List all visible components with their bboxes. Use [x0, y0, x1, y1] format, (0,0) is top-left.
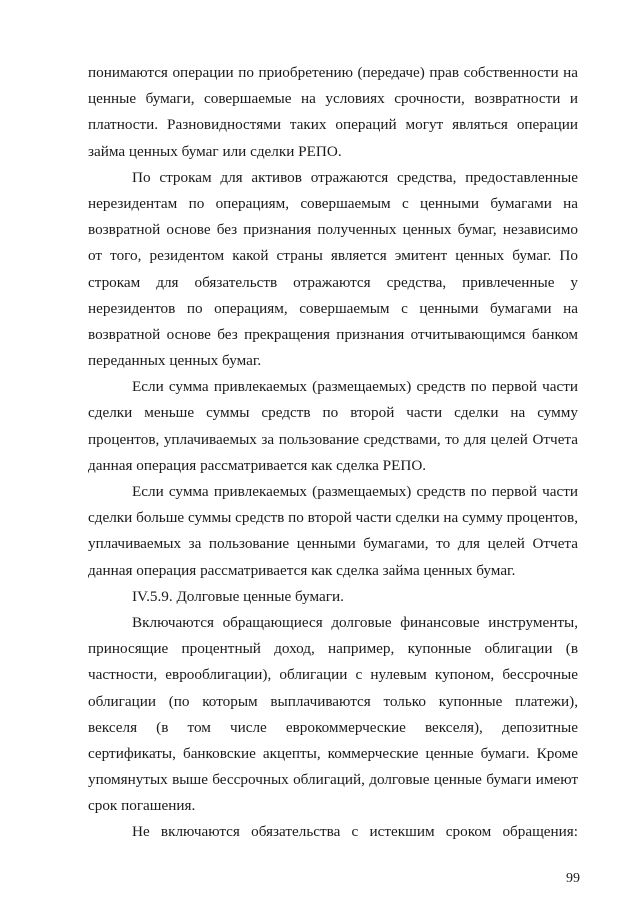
text-line: приносящие процентный доход, например, купонные облигации (в: [88, 640, 578, 658]
text-line: процентов, уплачиваемых за пользование средствами, то для целей Отчета: [88, 430, 578, 448]
text-line: займа ценных бумаг или сделки РЕПО.: [88, 142, 342, 160]
text-line: срок погашения.: [88, 797, 196, 815]
text-line: векселя (в том числе еврокоммерческие векселя), депозитные: [88, 718, 578, 736]
text-line: нерезидентам по операциям, совершаемым с ценными бумагами на: [88, 194, 578, 212]
text-line: от того, резидентом какой страны является эмитент ценных бумаг. По: [88, 247, 578, 265]
text-line: понимаются операции по приобретению (передаче) прав собственности на: [88, 64, 578, 81]
section-heading: IV.5.9. Долговые ценные бумаги.: [132, 587, 344, 605]
text-line: данная операция рассматривается как сделка займа ценных бумаг.: [88, 561, 516, 579]
text-line: нерезидентов по операциям, совершаемым с ценными бумагами на: [88, 299, 578, 317]
text-line: переданных ценных бумаг.: [88, 352, 262, 370]
text-line: сделки меньше суммы средств по второй части сделки на сумму: [88, 404, 578, 422]
text-line: частности, еврооблигации), облигации с нулевым купоном, бессрочные: [88, 666, 578, 684]
text-line: Если сумма привлекаемых (размещаемых) средств по первой части: [132, 483, 578, 500]
text-line: упомянутых выше бессрочных облигаций, долговые ценные бумаги имеют: [88, 771, 578, 789]
text-line: Включаются обращающиеся долговые финансовые инструменты,: [132, 613, 578, 631]
text-line: уплачиваемых за пользование ценными бумагами, то для целей Отчета: [88, 535, 578, 553]
text-line: возвратной основе без признания полученных ценных бумаг, независимо: [88, 221, 578, 239]
text-line: возвратной основе без прекращения признания отчитывающимся банком: [88, 325, 578, 343]
text-line: сертификаты, банковские акцепты, коммерческие ценные бумаги. Кроме: [88, 744, 578, 762]
text-line: данная операция рассматривается как сделка РЕПО.: [88, 456, 427, 474]
text-line: облигации (по которым выплачиваются только купонные платежи),: [88, 692, 578, 710]
text-line: По строкам для активов отражаются средства, предоставленные: [132, 168, 578, 186]
text-line: Если сумма привлекаемых (размещаемых) средств по первой части: [132, 378, 578, 396]
page-body: [88, 60, 578, 846]
text-line: Не включаются обязательства с истекшим сроком обращения:: [132, 823, 578, 841]
text-line: сделки больше суммы средств по второй части сделки на сумму процентов,: [88, 509, 578, 527]
text-line: платности. Разновидностями таких операций могут являться операции: [88, 116, 578, 134]
page-number: 99: [566, 871, 580, 886]
text-line: ценные бумаги, совершаемые на условиях срочности, возвратности и: [88, 90, 578, 108]
text-line: строкам для обязательств отражаются средства, привлеченные у: [88, 273, 578, 291]
